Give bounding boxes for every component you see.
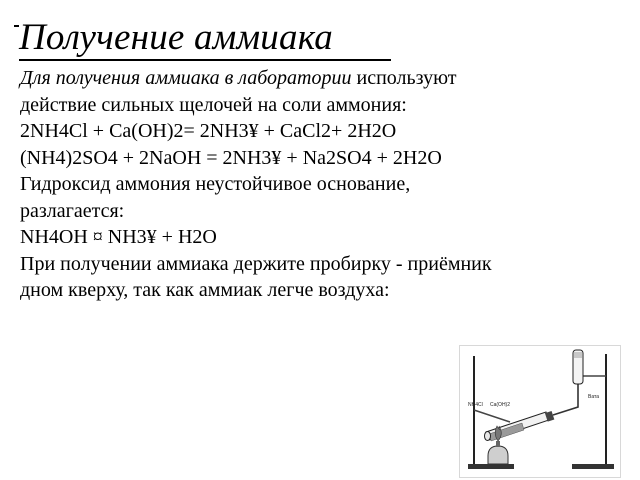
intro-rest-text: используют xyxy=(351,67,457,89)
equation-2: (NH4)2SO4 + 2NaOH = 2NH3¥ + Na2SO4 + 2H2O xyxy=(20,146,442,169)
title-underline xyxy=(19,59,391,61)
left-stand-base xyxy=(468,464,514,469)
right-stand-base xyxy=(572,464,614,469)
slide-body xyxy=(20,65,630,304)
intro-italic-text: Для получения аммиака в лаборатории xyxy=(20,67,352,89)
inverted-collecting-tube xyxy=(573,350,583,384)
text-line-5: Гидроксид аммония неустойчивое основание, xyxy=(20,173,411,195)
text-line-8: При получении аммиака держите пробирку - приёмник xyxy=(20,252,492,275)
label-ammonium-chloride: NH4Cl xyxy=(468,402,483,408)
lab-apparatus-drawing xyxy=(460,346,620,477)
label-cotton-wool: Вата xyxy=(588,394,600,400)
intro-line xyxy=(20,65,630,92)
text-line-6: разлагается: xyxy=(20,199,125,222)
left-clamp-arm xyxy=(474,410,510,422)
lab-apparatus-figure xyxy=(459,345,621,478)
label-calcium-hydroxide: Ca(OH)2 xyxy=(490,402,511,408)
slide-title: Получение аммиака xyxy=(19,17,333,58)
equation-3: NH4OH ¤ NH3¥ + H2O xyxy=(20,226,217,248)
text-line-2: действие сильных щелочей на соли аммония: xyxy=(20,93,407,116)
text-line-9: дном кверху, так как аммиак легче воздуха: xyxy=(20,279,390,301)
equation-1: 2NH4Cl + Ca(OH)2= 2NH3¥ + CaCl2+ 2H2O xyxy=(20,120,397,142)
